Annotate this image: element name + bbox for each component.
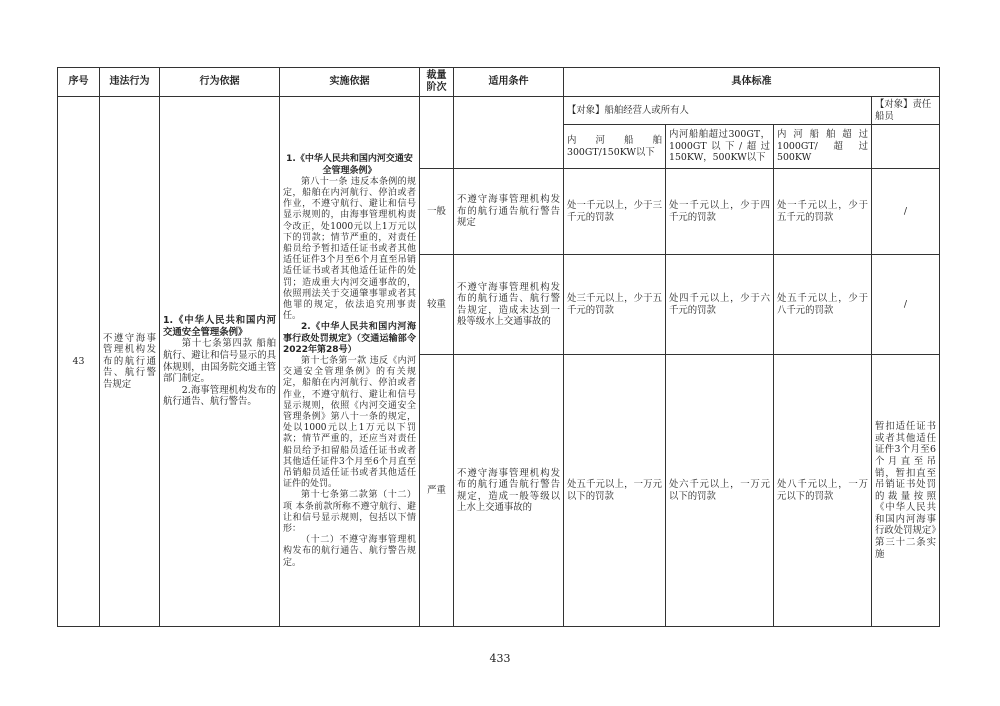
header-impl: 实施依据 (280, 68, 420, 97)
basis-p1: 第十七条第四款 船舶航行、避让和信号显示的具体规则，由国务院交通主管部门制定。 (163, 338, 276, 385)
level-condition: 不遵守海事管理机构发布的航行通告航行警告规定 (454, 169, 564, 255)
fine-large: 处一千元以上，少于五千元的罚款 (774, 169, 872, 255)
impl-p4: （十二）不遵守海事管理机构发布的航行通告、航行警告规定。 (283, 535, 416, 568)
header-level: 裁量阶次 (420, 68, 454, 97)
level-condition: 不遵守海事管理机构发布的航行通告、航行警告规定，造成未达到一般等级水上交通事故的 (454, 255, 564, 355)
tier-medium: 内河船舶超过300GT，1000GT以下/超过150KW，500KW以下 (666, 125, 774, 169)
impl-p3: 第十七条第二款第（十二）项 本条前款所称不遵守航行、避让和信号显示规则，包括以下情形： (283, 490, 416, 535)
penalty-standard-table (57, 67, 940, 627)
level-name: 一般 (420, 169, 454, 255)
header-cond: 适用条件 (454, 68, 564, 97)
impl-title-1: 1.《中华人民共和国内河交通安全管理条例》 (286, 154, 413, 176)
tier-large: 内河船舶超过1000GT/超过500KW (774, 125, 872, 169)
header-act: 违法行为 (100, 68, 160, 97)
subject-crew: 【对象】责任船员 (872, 97, 940, 125)
subject-row (58, 97, 940, 125)
tier-small: 内河船舶300GT/150KW以下 (564, 125, 666, 169)
fine-medium: 处四千元以上，少于六千元的罚款 (666, 255, 774, 355)
tier-crew-empty (872, 125, 940, 169)
fine-large: 处八千元以上，一万元以下的罚款 (774, 355, 872, 627)
level-empty-cell (420, 97, 454, 169)
level-name: 严重 (420, 355, 454, 627)
seq-cell: 43 (58, 97, 100, 627)
fine-small: 处三千元以上，少于五千元的罚款 (564, 255, 666, 355)
impl-p1: 第八十一条 违反本条例的规定，船舶在内河航行、停泊或者作业，不遵守航行、避让和信号显示规则的，由海事管理机构责令改正，处1000元以上1万元以下的罚款；情节严重的，对责任船员给予暂扣适任证书或者其他适任证件3个月至6个月直至吊销适任证书或者其他适任证件的处罚；造成重大内河交通事故的，依照刑法关于交通肇事罪或者其他罪的规定，依法追究刑事责任。 (283, 176, 416, 322)
fine-large: 处五千元以上，少于八千元的罚款 (774, 255, 872, 355)
cond-empty-cell (454, 97, 564, 169)
crew-penalty: / (872, 255, 940, 355)
page-number: 433 (489, 652, 511, 665)
act-cell: 不遵守海事管理机构发布的航行通告、航行警告规定 (100, 97, 160, 627)
basis-cell (160, 97, 280, 627)
level-condition: 不遵守海事管理机构发布的航行通告航行警告规定，造成一般等级以上水上交通事故的 (454, 355, 564, 627)
fine-medium: 处一千元以上，少于四千元的罚款 (666, 169, 774, 255)
basis-p2: 2.海事管理机构发布的航行通告、航行警告。 (163, 384, 276, 408)
crew-penalty: / (872, 169, 940, 255)
subject-owner: 【对象】船舶经营人或所有人 (564, 97, 872, 125)
impl-cell (280, 97, 420, 627)
fine-small: 处一千元以上，少于三千元的罚款 (564, 169, 666, 255)
basis-title: 1.《中华人民共和国内河交通安全管理条例》 (163, 315, 276, 338)
header-basis: 行为依据 (160, 68, 280, 97)
fine-medium: 处六千元以上，一万元以下的罚款 (666, 355, 774, 627)
header-row (58, 68, 940, 97)
level-name: 较重 (420, 255, 454, 355)
crew-penalty: 暂扣适任证书或者其他适任证件3个月至6个月直至吊销，暂扣直至吊销证书处罚的裁量按照《中华人民共和国内河海事行政处罚规定》第三十二条实施 (872, 355, 940, 627)
impl-title-2: 2.《中华人民共和国内河海事行政处罚规定》（交通运输部令2022年第28号） (283, 322, 416, 355)
impl-p2: 第十七条第一款 违反《内河交通安全管理条例》的有关规定，船舶在内河航行、停泊或者作业，不遵守航行、避让和信号显示规则，依照《内河交通安全管理条例》第八十一条的规定，处以1000元以上1万元以下罚款；情节严重的，还应当对责任船员给予扣留船员适任证书或者其他适任证件3个月至6个月直至吊销船员适任证书或者其他适任证件的处罚。 (283, 355, 416, 490)
header-seq: 序号 (58, 68, 100, 97)
header-std: 具体标准 (564, 68, 940, 97)
fine-small: 处五千元以上，一万元以下的罚款 (564, 355, 666, 627)
